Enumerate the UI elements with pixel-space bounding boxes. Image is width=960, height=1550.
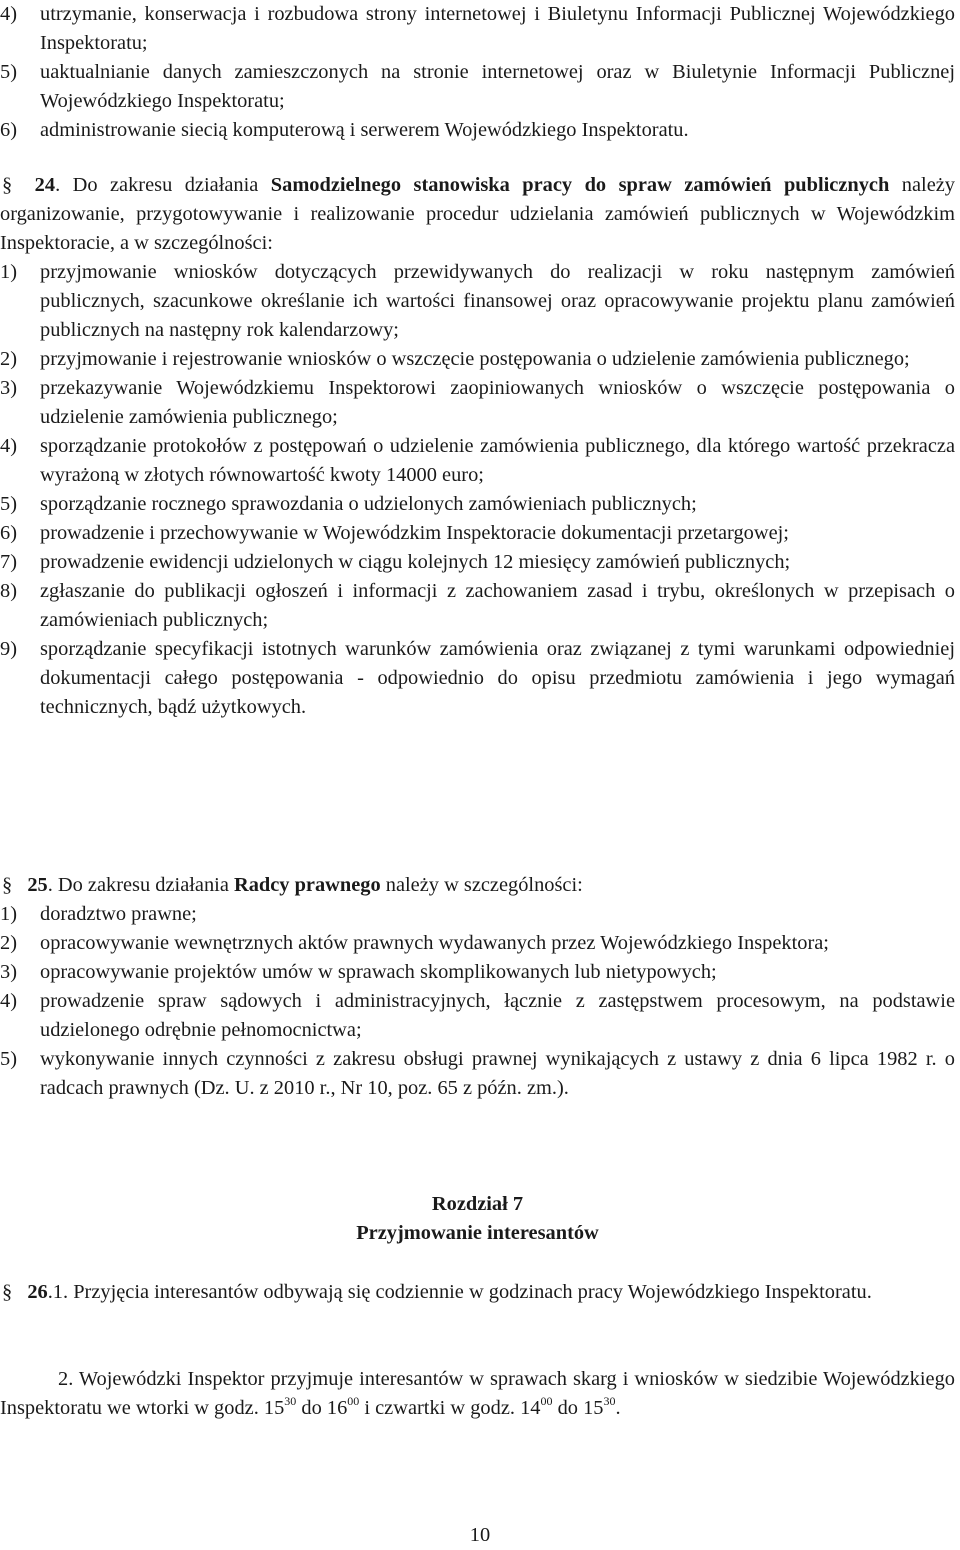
paragraph-text: Przyjęcia interesantów odbywają się codziennie w godzinach pracy Wojewódzkiego Inspektoratu. [68, 1281, 872, 1303]
list-item-number: 5) [0, 1048, 17, 1070]
section-sign: § [2, 874, 13, 896]
list-item-text: opracowywanie wewnętrznych aktów prawnych wydawanych przez Wojewódzkiego Inspektora; [40, 932, 829, 954]
list-item-number: 4) [0, 435, 17, 457]
list-item [0, 0, 955, 58]
list-item [0, 432, 955, 490]
list-item [0, 345, 955, 374]
section-24-intro [0, 171, 955, 258]
list-item [0, 635, 955, 722]
section-rest: należy organizowanie, przygotowywanie i realizowanie procedur udzielania zamówień publicznych w Wojewódzkim Inspektoracie, a w szczególności: [0, 174, 955, 254]
list-item [0, 548, 955, 577]
chapter-subtitle: Przyjmowanie interesantów [356, 1222, 599, 1244]
list-item [0, 58, 955, 116]
list-item [0, 519, 955, 548]
connector-text: do [552, 1397, 584, 1419]
section-24 [0, 171, 955, 722]
time-2-minutes: 00 [347, 1394, 360, 1408]
section-sign: § [2, 1281, 13, 1303]
list-item-number: 9) [0, 638, 17, 660]
section-bold-subject: Radcy prawnego [233, 874, 381, 896]
time-3-minutes: 00 [540, 1394, 553, 1408]
list-item-number: 8) [0, 580, 17, 602]
time-4-minutes: 30 [603, 1394, 616, 1408]
connector-text: i czwartki w godz. [359, 1397, 521, 1419]
connector-text: do [296, 1397, 327, 1419]
list-item [0, 987, 955, 1045]
list-item-number: 1) [0, 261, 17, 283]
list-item-text: sporządzanie protokołów z postępowań o udzielenie zamówienia publicznego, dla którego wartość przekracza wyrażoną w złotych równowartość kwoty 14000 euro; [40, 435, 955, 486]
list-item [0, 900, 955, 929]
section-25 [0, 871, 955, 1103]
list-item-text: przyjmowanie i rejestrowanie wniosków o wszczęcie postępowania o udzielenie zamówienia publicznego; [40, 348, 910, 370]
list-item-number: 6) [0, 119, 17, 141]
list-item-number: 3) [0, 377, 17, 399]
top-list [0, 0, 955, 145]
section-number: 25 [27, 874, 48, 896]
list-item [0, 374, 955, 432]
section-26-par-1 [0, 1278, 955, 1307]
list-item-text: przekazywanie Wojewódzkiemu Inspektorowi zaopiniowanych wniosków o wszczęcie postępowania o udzielenie zamówienia publicznego; [40, 377, 955, 428]
time-3: 14 [520, 1397, 541, 1419]
list-item [0, 929, 955, 958]
list-item-number: 1) [0, 903, 17, 925]
list-item [0, 490, 955, 519]
section-lead: . Do zakresu działania [55, 174, 271, 196]
chapter-heading [0, 1190, 955, 1248]
list-item-text: przyjmowanie wniosków dotyczących przewidywanych do realizacji w roku następnym zamówień publicznych, szacunkowe określanie ich wartości finansowej oraz opracowywanie projektu planu zamówień publicznych na następny rok kalendarzowy; [40, 261, 955, 341]
list-item [0, 958, 955, 987]
section-sign: § [2, 174, 13, 196]
list-item-text: opracowywanie projektów umów w sprawach skomplikowanych lub nietypowych; [40, 961, 717, 983]
list-item-number: 5) [0, 493, 17, 515]
list-item-number: 2) [0, 932, 17, 954]
list-item-text: uaktualnianie danych zamieszczonych na stronie internetowej oraz w Biuletynie Informacji Publicznej Wojewódzkiego Inspektoratu; [40, 61, 955, 112]
paragraph-number: 2. [58, 1368, 74, 1390]
time-1: 15 [263, 1397, 285, 1419]
chapter-title: Rozdział 7 [431, 1193, 524, 1215]
list-item-number: 2) [0, 348, 17, 370]
time-2: 16 [326, 1397, 348, 1419]
page-number: 10 [469, 1524, 491, 1546]
paragraph-text: Wojewódzki Inspektor przyjmuje interesantów w sprawach skarg i wniosków w siedzibie Wojewódzkiego Inspektoratu we wtorki w godz. [0, 1368, 955, 1419]
list-item-text: administrowanie siecią komputerową i serwerem Wojewódzkiego Inspektoratu. [40, 119, 689, 141]
list-item-text: prowadzenie ewidencji udzielonych w ciągu kolejnych 12 miesięcy zamówień publicznych; [40, 551, 791, 573]
list-item-text: utrzymanie, konserwacja i rozbudowa strony internetowej i Biuletynu Informacji Publicznej Wojewódzkiego Inspektoratu; [40, 3, 955, 54]
list-item-text: prowadzenie spraw sądowych i administracyjnych, łącznie z zastępstwem procesowym, na podstawie udzielonego odrębnie pełnomocnictwa; [40, 990, 955, 1041]
list-item-number: 3) [0, 961, 17, 983]
section-26-par-2 [0, 1365, 955, 1423]
list-item-text: sporządzanie rocznego sprawozdania o udzielonych zamówieniach publicznych; [40, 493, 697, 515]
time-4: 15 [583, 1397, 604, 1419]
list-item [0, 116, 955, 145]
section-bold-subject: Samodzielnego stanowiska pracy do spraw zamówień publicznych [270, 174, 890, 196]
list-item-text: zgłaszanie do publikacji ogłoszeń i informacji z zachowaniem zasad i trybu, określonych w przepisach o zamówieniach publicznych; [40, 580, 955, 631]
list-item-text: wykonywanie innych czynności z zakresu obsługi prawnej wynikających z ustawy z dnia 6 lipca 1982 r. o radcach prawnych (Dz. U. z 2010 r., Nr 10, poz. 65 z późn. zm.). [40, 1048, 955, 1099]
list-item-number: 7) [0, 551, 17, 573]
time-1-minutes: 30 [284, 1394, 297, 1408]
section-number: 24 [34, 174, 56, 196]
terminal-punctuation: . [615, 1397, 621, 1419]
list-item [0, 1045, 955, 1103]
list-item [0, 258, 955, 345]
list-item-text: prowadzenie i przechowywanie w Wojewódzkim Inspektoracie dokumentacji przetargowej; [40, 522, 789, 544]
paragraph-2-body [0, 1365, 955, 1423]
list-item [0, 577, 955, 635]
section-26 [0, 1278, 955, 1307]
list-item-number: 6) [0, 522, 17, 544]
section-rest: należy w szczególności: [380, 874, 583, 896]
section-number: 26 [27, 1281, 48, 1303]
section-lead: . Do zakresu działania [47, 874, 234, 896]
list-item-number: 4) [0, 990, 17, 1012]
list-item-text: sporządzanie specyfikacji istotnych warunków zamówienia oraz związanej z tymi warunkami odpowiedniej dokumentacji całego postępowania - odpowiednio do opisu przedmiotu zamówienia i jego wymagań technicznych, bądź użytkowych. [40, 638, 955, 718]
list-item-number: 4) [0, 3, 17, 25]
list-item-text: doradztwo prawne; [40, 903, 197, 925]
paragraph-number: .1. [47, 1281, 69, 1303]
section-25-intro [0, 871, 955, 900]
list-item-number: 5) [0, 61, 17, 83]
